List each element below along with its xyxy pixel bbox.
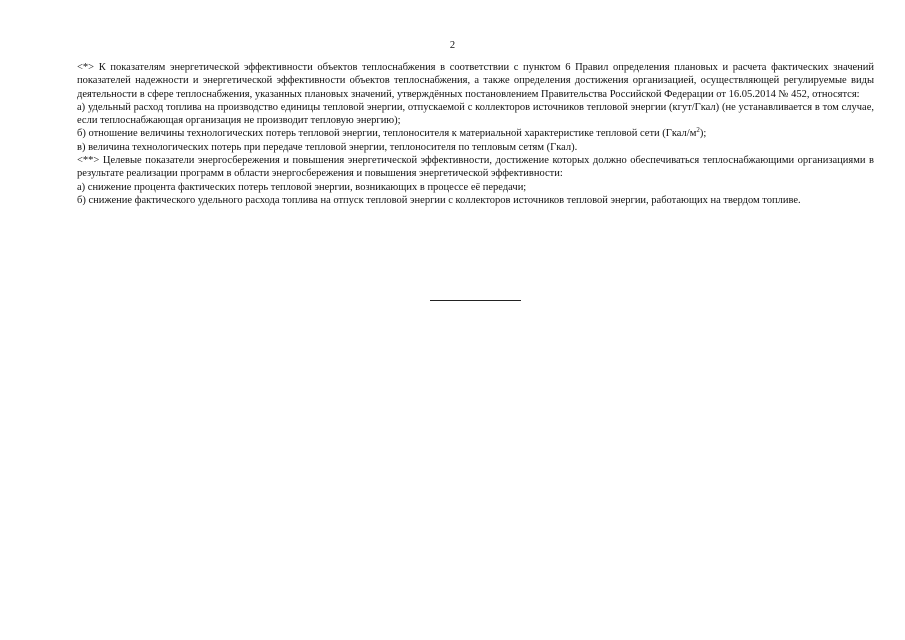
footnote-item: [77, 127, 874, 140]
superscript: 2: [696, 126, 700, 135]
footnote-paragraph: <*> К показателям энергетической эффективности объектов теплоснабжения в соответствии с пунктом 6 Правил определения плановых и расчета фактических значений показателей надежности и энергетической эффективности объектов теплоснабжения, а также определения достижения организацией, осуществляющей регулируемые виды деятельности в сфере теплоснабжения, указанных плановых значений, утверждённых постановлением Правительства Российской Федерации от 16.05.2014 № 452, относятся:: [77, 62, 874, 100]
horizontal-rule: [430, 300, 521, 301]
footnotes: [77, 61, 874, 207]
footnote-item: б) снижение фактического удельного расхода топлива на отпуск тепловой энергии с коллекторов источников тепловой энергии, работающих на твердом топливе.: [77, 194, 801, 206]
footnote-item: а) удельный расход топлива на производство единицы тепловой энергии, отпускаемой с коллекторов источников тепловой энергии (кгут/Гкал) (не устанавливается в том случае, если теплоснабжающая организация не производит тепловую энергию);: [77, 101, 874, 127]
footnote-item-text: б) отношение величины технологических потерь тепловой энергии, теплоносителя к материальной характеристике тепловой сети (Гкал/м: [77, 128, 697, 140]
footnote-paragraph: <**> Целевые показатели энергосбережения и повышения энергетической эффективности, достижение которых должно обеспечиваться теплоснабжающими организациями в результате реализации программ в области энергосбережения и повышения энергетической эффективности:: [77, 155, 874, 180]
footnote-item: а) снижение процента фактических потерь тепловой энергии, возникающих в процессе её передачи;: [77, 181, 527, 193]
footnote-item: в) величина технологических потерь при передаче тепловой энергии, теплоносителя по тепловым сетям (Гкал).: [77, 141, 578, 153]
page-number: 2: [449, 40, 456, 51]
footnote-item-text-end: );: [699, 128, 707, 140]
